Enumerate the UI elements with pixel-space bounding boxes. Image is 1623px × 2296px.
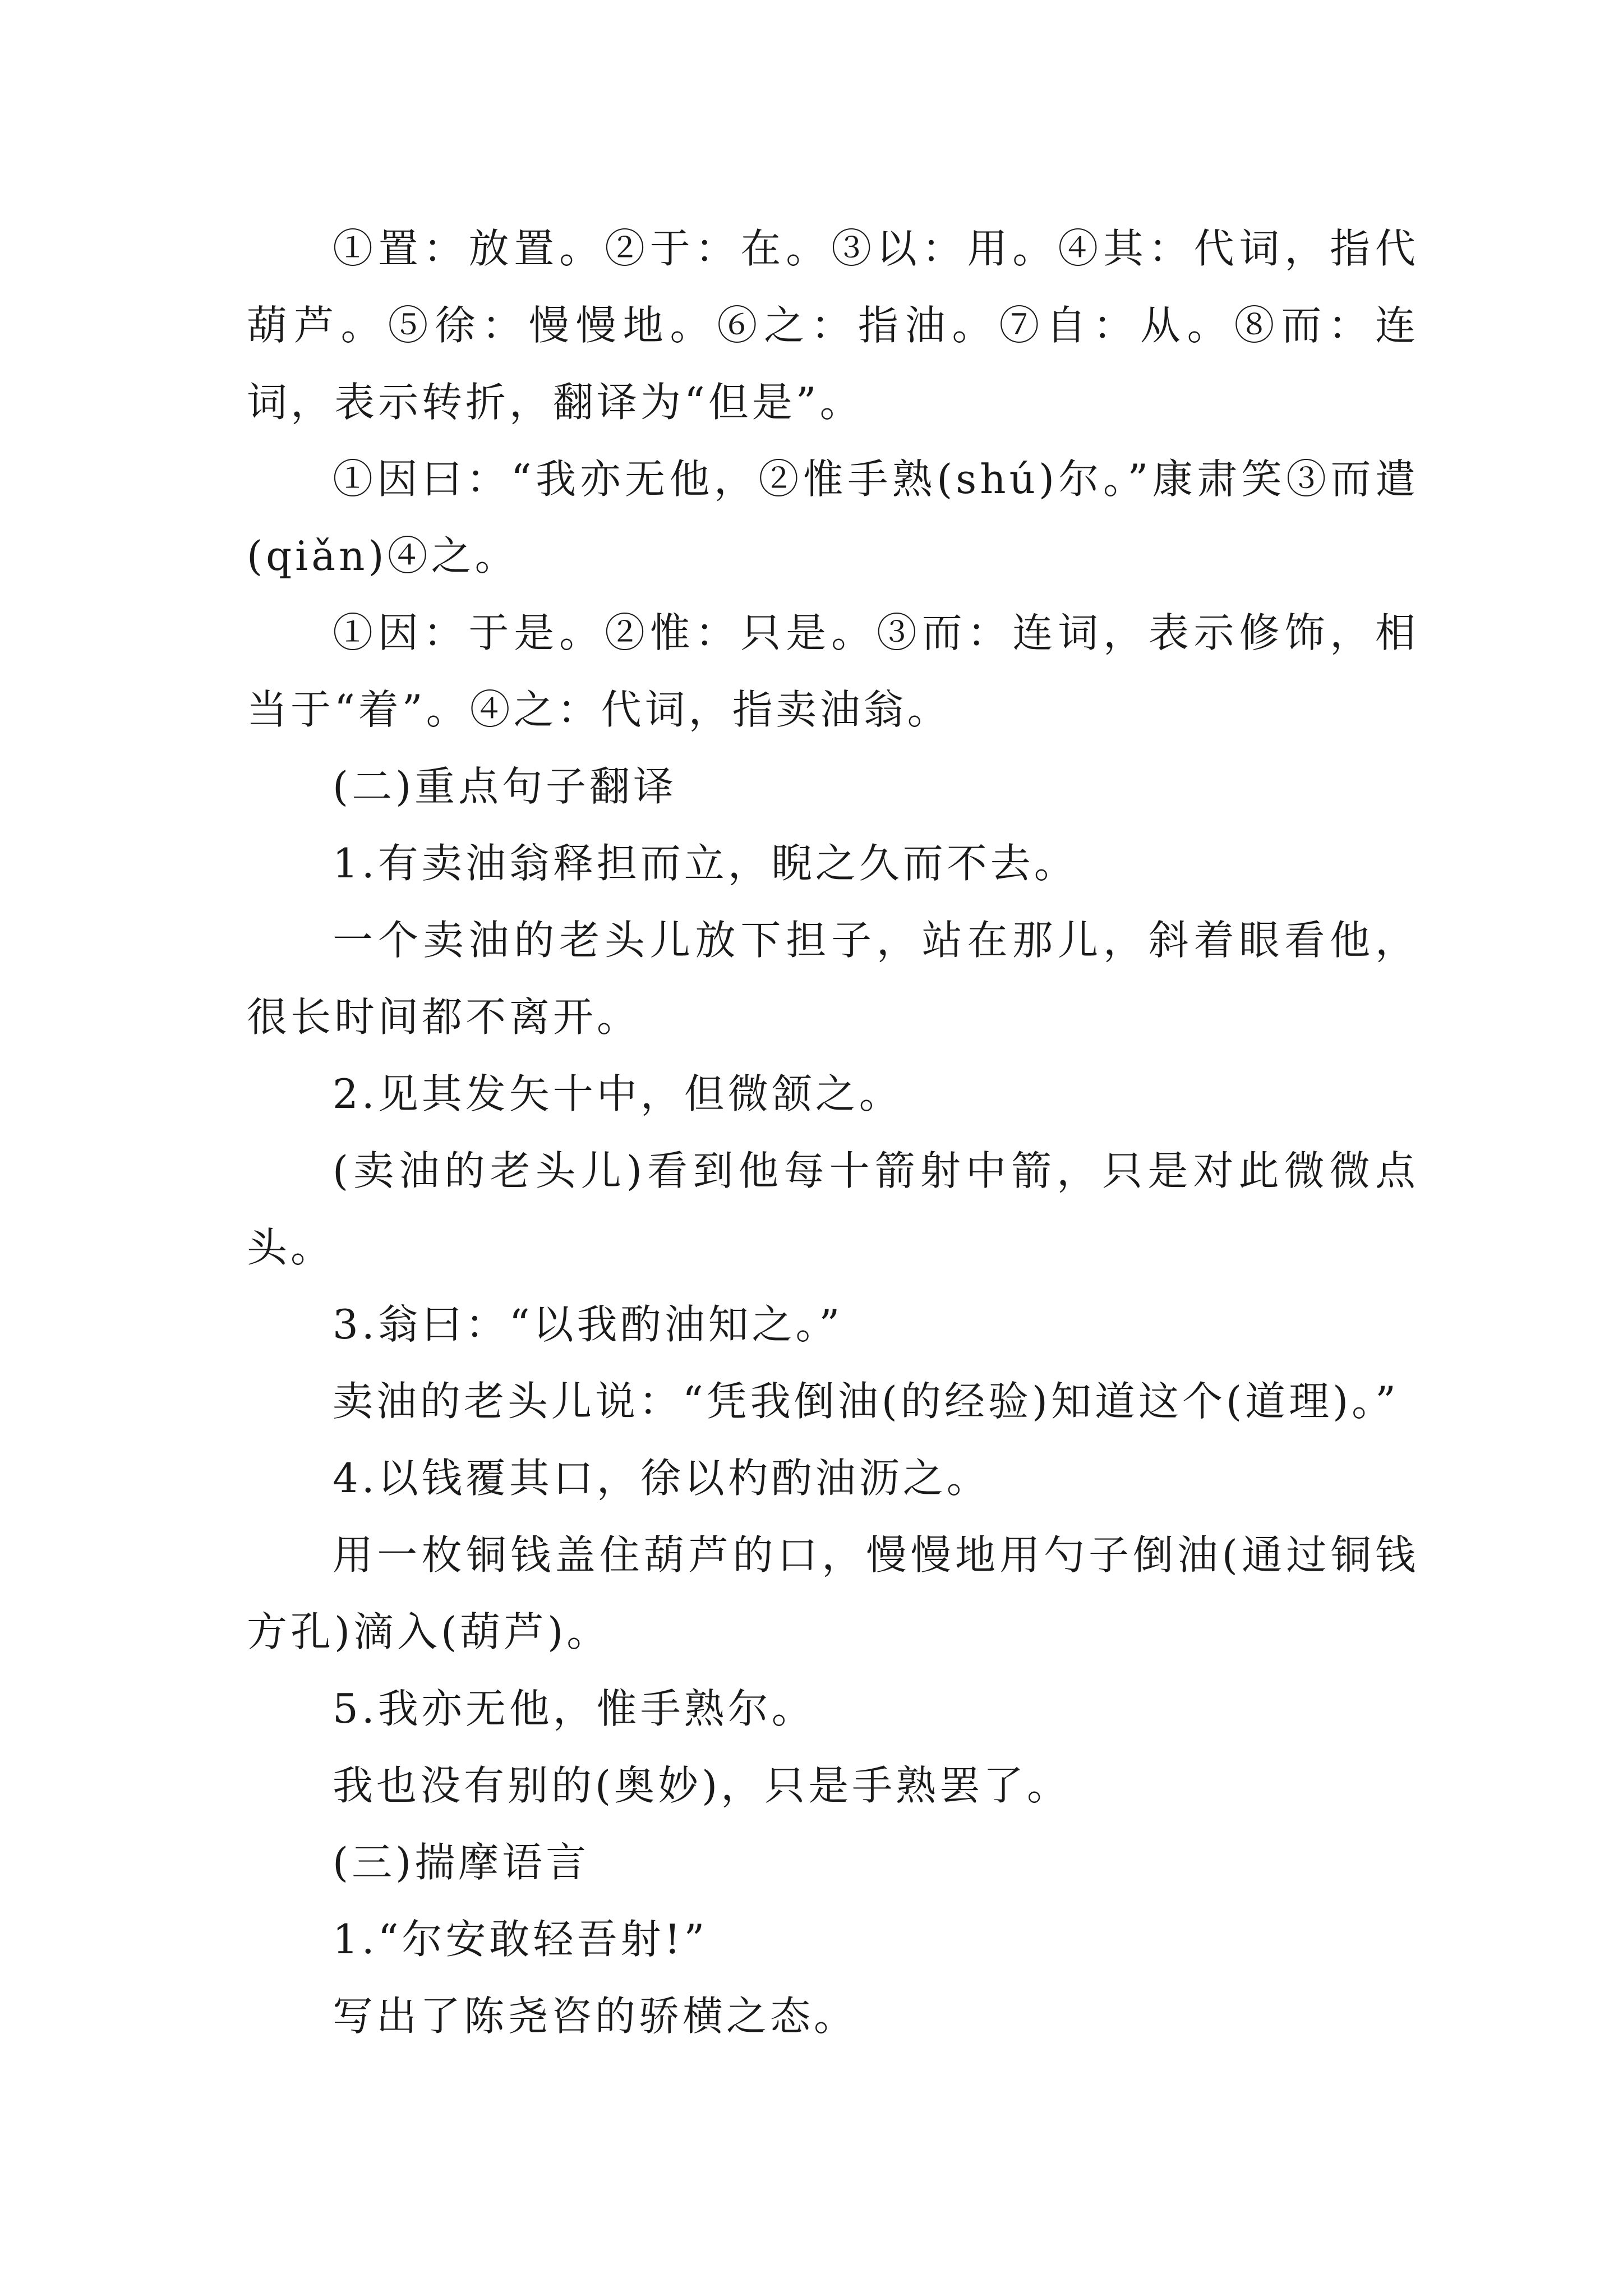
annotation-paragraph-1: ①置：放置。②于：在。③以：用。④其：代词，指代葫芦。⑤徐：慢慢地。⑥之：指油。⑦自：从。⑧而：连词，表示转折，翻译为“但是”。 — [247, 225, 1419, 426]
translation-5: 我也没有别的(奥妙)，只是手熟罢了。 — [333, 1762, 1071, 1809]
sentence-1: 1.有卖油翁释担而立，睨之久而不去。 — [333, 840, 1078, 887]
annotation-paragraph-2: ①因：于是。②惟：只是。③而：连词，表示修饰，相当于“着”。④之：代词，指卖油翁。 — [247, 609, 1419, 733]
original-text-paragraph: ①因曰：“我亦无他，②惟手熟(shú)尔。”康肃笑③而遣(qiǎn)④之。 — [247, 455, 1419, 579]
translation-4: 用一枚铜钱盖住葫芦的口，慢慢地用勺子倒油(通过铜钱方孔)滴入(葫芦)。 — [247, 1531, 1419, 1655]
language-quote-1: 1.“尔安敢轻吾射!” — [333, 1916, 708, 1963]
sentence-3: 3.翁曰：“以我酌油知之。” — [333, 1301, 843, 1348]
language-analysis-1: 写出了陈尧咨的骄横之态。 — [333, 1993, 858, 2040]
sentence-4: 4.以钱覆其口，徐以杓酌油沥之。 — [333, 1455, 990, 1502]
section-heading-language: (三)揣摩语言 — [333, 1839, 590, 1886]
translation-3: 卖油的老头儿说：“凭我倒油(的经验)知道这个(道理)。” — [333, 1378, 1399, 1425]
section-heading-key-sentences: (二)重点句子翻译 — [333, 763, 677, 810]
sentence-5: 5.我亦无他，惟手熟尔。 — [333, 1685, 815, 1732]
translation-1: 一个卖油的老头儿放下担子，站在那儿，斜着眼看他，很长时间都不离开。 — [247, 917, 1419, 1041]
translation-2: (卖油的老头儿)看到他每十箭射中箭，只是对此微微点头。 — [247, 1147, 1419, 1271]
sentence-2: 2.见其发矢十中，但微颔之。 — [333, 1070, 903, 1117]
document-page — [247, 210, 1419, 2055]
